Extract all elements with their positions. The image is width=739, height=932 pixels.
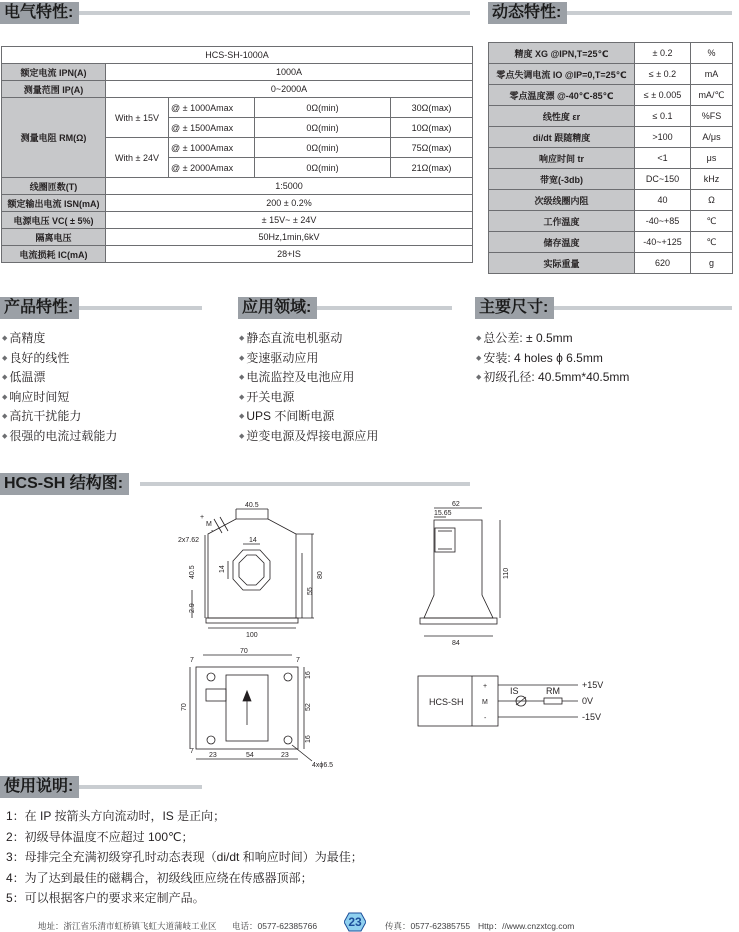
- dim-label: 84: [452, 640, 460, 647]
- max-cell: 21Ω(max): [391, 158, 473, 178]
- cell-value: ± 0.2: [635, 43, 691, 64]
- dim-label: 70: [240, 648, 248, 655]
- resistor-label: RM: [546, 686, 560, 696]
- row-label: 电流损耗 IC(mA): [2, 246, 106, 263]
- section-electrical: [0, 2, 470, 24]
- cell-value: ≤ 0.1: [635, 106, 691, 127]
- bottom-labels: [181, 648, 333, 769]
- table-row: [489, 106, 733, 127]
- table-row: [489, 211, 733, 232]
- cell-value: 620: [635, 253, 691, 274]
- list-item: ◆ 响应时间短: [2, 388, 117, 408]
- list-item: ◆ 逆变电源及焊接电源应用: [239, 427, 378, 447]
- max-cell: 10Ω(max): [391, 118, 473, 138]
- section-title: 使用说明:: [0, 776, 79, 798]
- cell-value: ≤ ± 0.2: [635, 64, 691, 85]
- dim-label: 2.9: [189, 603, 196, 613]
- row-value: 50Hz,1min,6kV: [106, 229, 473, 246]
- applications-list: [239, 329, 378, 446]
- dim-label: 62: [452, 501, 460, 508]
- min-cell: 0Ω(min): [255, 138, 391, 158]
- table-row: [489, 64, 733, 85]
- table-row: [489, 43, 733, 64]
- page-number: 23: [348, 915, 362, 929]
- section-title: 产品特性:: [0, 297, 79, 319]
- max-cell: 30Ω(max): [391, 98, 473, 118]
- dim-label: 100: [246, 632, 258, 639]
- dim-label: 23: [209, 752, 217, 759]
- dim-label: 23: [281, 752, 289, 759]
- cell-value: ≤ ± 0.005: [635, 85, 691, 106]
- cell-unit: %: [691, 43, 733, 64]
- dim-label: 15.65: [434, 510, 452, 517]
- footer-address: 地址：浙江省乐清市虹桥镇飞虹大道蒲岐工业区: [38, 921, 217, 931]
- cond-cell: @ ± 2000Amax: [169, 158, 255, 178]
- min-cell: 0Ω(min): [255, 118, 391, 138]
- max-cell: 75Ω(max): [391, 138, 473, 158]
- cell-unit: mA/℃: [691, 85, 733, 106]
- pin-label: +: [483, 683, 488, 690]
- list-item: ◆ 开关电源: [239, 388, 378, 408]
- row-label: 线圈匝数(T): [2, 178, 106, 195]
- cell-unit: ℃: [691, 211, 733, 232]
- pin-label: -: [484, 715, 487, 722]
- cell-label: 带宽(-3db): [489, 169, 635, 190]
- section-features: [0, 297, 202, 319]
- pin-label: +: [200, 514, 205, 521]
- cell-unit: Ω: [691, 190, 733, 211]
- cell-label: 零点温度漂 @-40℃-85℃: [489, 85, 635, 106]
- min-cell: 0Ω(min): [255, 98, 391, 118]
- supply-cell: With ± 24V: [106, 138, 169, 178]
- cell-label: 精度 XG @IPN,T=25℃: [489, 43, 635, 64]
- note-item: 4：为了达到最佳的磁耦合，初级线匝应绕在传感器顶部；: [6, 870, 313, 885]
- cell-label: di/dt 跟随精度: [489, 127, 635, 148]
- pin-label: M: [206, 521, 212, 528]
- cond-cell: @ ± 1000Amax: [169, 98, 255, 118]
- row-value: 28+IS: [106, 246, 473, 263]
- cell-label: 线性度 εr: [489, 106, 635, 127]
- section-title: 应用领域:: [238, 297, 317, 319]
- row-value: 0~2000A: [106, 81, 473, 98]
- dim-label: 110: [503, 567, 510, 579]
- voltage-label: -15V: [582, 712, 602, 722]
- cell-value: <1: [635, 148, 691, 169]
- electrical-spec-table: [1, 46, 473, 263]
- cell-value: -40~+85: [635, 211, 691, 232]
- voltage-label: 0V: [582, 696, 594, 706]
- list-item: ◆ 总公差: ± 0.5mm: [476, 329, 629, 349]
- section-applications: [238, 297, 452, 319]
- dimensions-list: [476, 329, 629, 388]
- min-cell: 0Ω(min): [255, 158, 391, 178]
- cell-label: 储存温度: [489, 232, 635, 253]
- list-item: ◆ 变速驱动应用: [239, 349, 378, 369]
- footer-phone: 电话：0577-62385766: [232, 921, 318, 931]
- list-item: ◆ 安装: 4 holes ϕ 6.5mm: [476, 349, 629, 369]
- table-row: [489, 85, 733, 106]
- section-usage: [0, 776, 202, 798]
- dim-label: 16: [305, 671, 312, 679]
- dim-label: 2x7.62: [178, 537, 200, 544]
- bottom-view: [190, 655, 312, 761]
- dim-label: 40.5: [245, 502, 259, 509]
- section-structure: [0, 473, 470, 495]
- dim-label: 14: [249, 537, 257, 544]
- cell-label: 零点失调电流 IO @IP=0,T=25℃: [489, 64, 635, 85]
- row-label: 额定电流 IPN(A): [2, 64, 106, 81]
- dim-label: 54: [246, 752, 254, 759]
- table-row: [489, 253, 733, 274]
- cell-unit: A/μs: [691, 127, 733, 148]
- cell-unit: kHz: [691, 169, 733, 190]
- list-item: ◆ 初级孔径: 40.5mm*40.5mm: [476, 368, 629, 388]
- page-number-badge: [344, 912, 366, 932]
- note-item: 2：初级导体温度不应超过 100℃；: [6, 829, 194, 844]
- dim-label: 7: [190, 748, 194, 755]
- section-title: HCS-SH 结构图:: [0, 473, 129, 495]
- list-item: ◆ 静态直流电机驱动: [239, 329, 378, 349]
- signal-label: IS: [510, 686, 519, 696]
- cond-cell: @ ± 1000Amax: [169, 138, 255, 158]
- dim-label: 4xϕ6.5: [312, 762, 334, 769]
- dim-label: 40.5: [189, 565, 196, 579]
- cell-label: 实际重量: [489, 253, 635, 274]
- list-item: ◆ UPS 不间断电源: [239, 407, 378, 427]
- list-item: ◆ 很强的电流过载能力: [2, 427, 117, 447]
- dim-label: 7: [296, 657, 300, 664]
- list-item: ◆ 高抗干扰能力: [2, 407, 117, 427]
- cell-value: 40: [635, 190, 691, 211]
- page-footer: [0, 912, 739, 932]
- cond-cell: @ ± 1500Amax: [169, 118, 255, 138]
- row-label: 隔离电压: [2, 229, 106, 246]
- note-item: 3：母排完全充满初级穿孔时动态表现（di/dt 和响应时间）为最佳；: [6, 850, 363, 864]
- pin-label: -: [211, 528, 214, 535]
- dim-label: 52: [305, 703, 312, 711]
- section-dynamic: [488, 2, 732, 24]
- list-item: ◆ 良好的线性: [2, 349, 117, 369]
- dim-label: 14: [219, 565, 226, 573]
- cell-unit: ℃: [691, 232, 733, 253]
- cell-label: 响应时间 tr: [489, 148, 635, 169]
- table-row: [489, 169, 733, 190]
- structure-drawing: [0, 495, 739, 785]
- list-item: ◆ 低温漂: [2, 368, 117, 388]
- row-value: 1:5000: [106, 178, 473, 195]
- dim-label: 55: [307, 587, 314, 595]
- footer-fax: 传真：0577-62385755: [385, 921, 471, 931]
- supply-cell: With ± 15V: [106, 98, 169, 138]
- cell-value: -40~+125: [635, 232, 691, 253]
- section-title: 主要尺寸:: [475, 297, 554, 319]
- row-label: 额定输出电流 ISN(mA): [2, 195, 106, 212]
- side-view: [420, 508, 500, 636]
- side-labels: [434, 501, 510, 647]
- pin-label: M: [482, 699, 488, 706]
- device-label: HCS-SH: [429, 697, 464, 707]
- usage-notes: [6, 806, 363, 909]
- row-label: 测量电阻 RM(Ω): [2, 98, 106, 178]
- cell-unit: g: [691, 253, 733, 274]
- section-title: 电气特性:: [0, 2, 79, 24]
- list-item: ◆ 电流监控及电池应用: [239, 368, 378, 388]
- dim-label: 70: [181, 703, 188, 711]
- table-row: [489, 232, 733, 253]
- cell-label: 次级线圈内阻: [489, 190, 635, 211]
- row-value: 200 ± 0.2%: [106, 195, 473, 212]
- dim-label: 80: [317, 571, 324, 579]
- section-title: 动态特性:: [488, 2, 567, 24]
- dynamic-spec-table: [488, 42, 733, 274]
- cell-unit: mA: [691, 64, 733, 85]
- table-row: [489, 190, 733, 211]
- cell-value: >100: [635, 127, 691, 148]
- cell-unit: %FS: [691, 106, 733, 127]
- cell-value: DC~150: [635, 169, 691, 190]
- footer-web: Http：//www.cnzxtcg.com: [478, 921, 575, 931]
- row-label: 电源电压 VC( ± 5%): [2, 212, 106, 229]
- dim-label: 16: [305, 735, 312, 743]
- list-item: ◆ 高精度: [2, 329, 117, 349]
- cell-label: 工作温度: [489, 211, 635, 232]
- table-row: [489, 148, 733, 169]
- note-item: 1：在 IP 按箭头方向流动时，IS 是正向；: [6, 809, 226, 823]
- section-dimensions: [475, 297, 732, 319]
- model-cell: HCS-SH-1000A: [2, 47, 473, 64]
- dim-label: 7: [190, 657, 194, 664]
- row-label: 测量范围 IP(A): [2, 81, 106, 98]
- voltage-label: +15V: [582, 680, 604, 690]
- note-item: 5：可以根据客户的要求来定制产品。: [6, 891, 205, 905]
- row-value: ± 15V~ ± 24V: [106, 212, 473, 229]
- table-row: [489, 127, 733, 148]
- features-list: [2, 329, 117, 446]
- cell-unit: μs: [691, 148, 733, 169]
- row-value: 1000A: [106, 64, 473, 81]
